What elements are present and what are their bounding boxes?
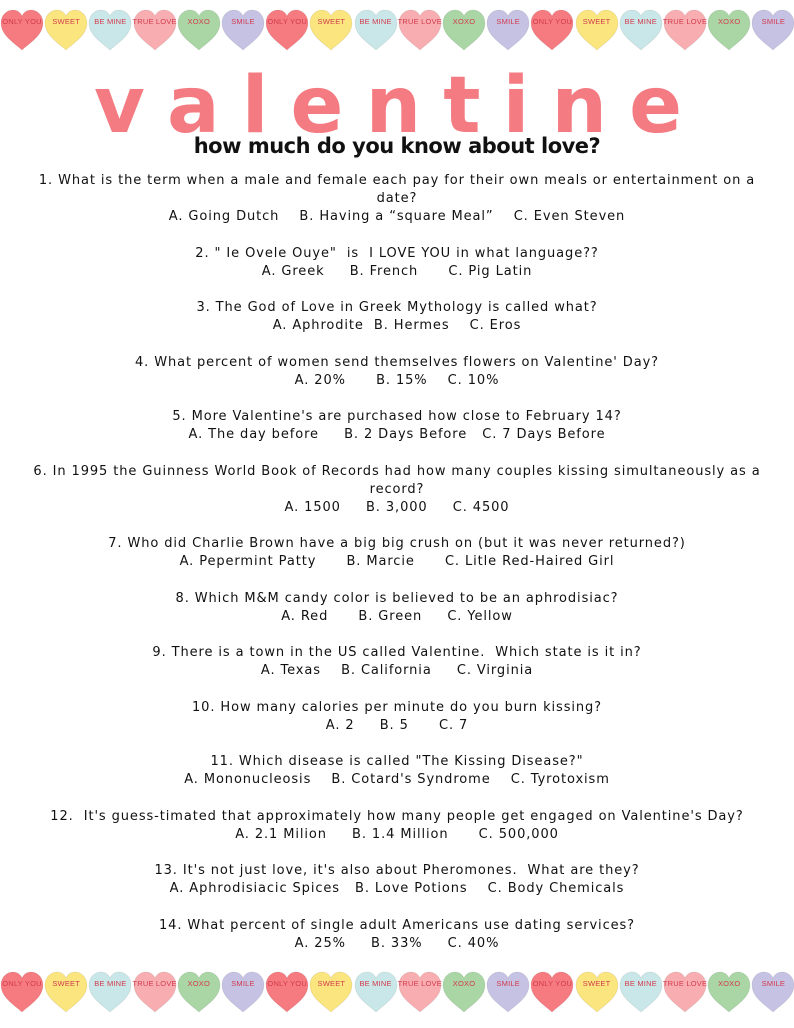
heart-icon <box>353 970 399 1016</box>
heart-icon <box>529 970 575 1016</box>
heart-icon <box>662 8 708 54</box>
heart-label: ONLY YOU <box>2 17 42 26</box>
question-text: 4. What percent of women send themselves flowers on Valentine' Day? <box>135 354 659 370</box>
answer-options: A. Texas B. California C. Virginia <box>260 663 534 678</box>
answer-options: A. 2 B. 5 C. 7 <box>325 717 469 733</box>
heart-icon <box>220 8 266 54</box>
top-candy-heart <box>750 8 794 54</box>
bottom-candy-heart <box>87 970 133 1016</box>
bottom-candy-heart <box>706 970 752 1016</box>
bottom-heart-border <box>0 970 794 1016</box>
heart-icon <box>132 8 178 54</box>
heart-icon <box>87 8 133 54</box>
bottom-candy-heart <box>308 970 354 1016</box>
top-candy-heart <box>43 8 89 54</box>
top-heart-border <box>0 8 794 54</box>
heart-icon <box>43 8 89 54</box>
heart-icon <box>397 970 443 1016</box>
heart-icon <box>353 8 399 54</box>
heart-label: TRUE LOVE <box>132 979 177 988</box>
bottom-candy-heart <box>132 970 178 1016</box>
heart-icon <box>441 970 487 1016</box>
heart-label: ONLY YOU <box>267 17 307 26</box>
heart-label: SMILE <box>231 17 255 26</box>
question-text: 13. It's not just love, it's also about Pheromones. What are they? <box>154 863 640 878</box>
heart-label: XOXO <box>187 979 211 988</box>
heart-label: ONLY YOU <box>267 979 307 988</box>
heart-label: SWEET <box>317 17 346 26</box>
heart-label: BE MINE <box>624 17 657 26</box>
question-item <box>24 463 770 517</box>
heart-label: SWEET <box>582 979 611 988</box>
answer-options: A. Aphrodisiacic Spices B. Love Potions C. Body Chemicals <box>169 881 625 896</box>
heart-icon <box>574 8 620 54</box>
question-item <box>24 590 770 626</box>
heart-label: SWEET <box>52 979 81 988</box>
heart-label: SWEET <box>317 979 346 988</box>
heart-icon <box>0 8 45 54</box>
top-candy-heart <box>706 8 752 54</box>
bottom-candy-heart <box>0 970 45 1016</box>
heart-icon <box>750 970 794 1016</box>
heart-icon <box>176 970 222 1016</box>
question-text: 12. It's guess-timated that approximately how many people get engaged on Valentine's Day? <box>50 808 744 824</box>
bottom-candy-heart <box>529 970 575 1016</box>
top-candy-heart <box>220 8 266 54</box>
answer-options: A. 20% B. 15% C. 10% <box>294 372 500 388</box>
heart-label: SMILE <box>761 979 786 988</box>
heart-label: ONLY YOU <box>532 17 573 26</box>
bottom-candy-heart <box>441 970 487 1016</box>
heart-icon <box>264 970 310 1016</box>
question-item <box>24 862 770 898</box>
bottom-candy-heart <box>618 970 664 1016</box>
heart-label: SMILE <box>496 979 520 988</box>
answer-options: A. Going Dutch B. Having a “square Meal” C. Even Steven <box>168 209 626 224</box>
answer-options: A. Red B. Green C. Yellow <box>281 608 513 624</box>
bottom-candy-heart <box>397 970 443 1016</box>
top-candy-heart <box>529 8 575 54</box>
heart-icon <box>176 8 222 54</box>
heart-icon <box>485 8 531 54</box>
answer-options: A. 25% B. 33% C. 40% <box>294 935 500 951</box>
heart-label: SMILE <box>231 979 255 988</box>
heart-label: SWEET <box>582 17 611 26</box>
heart-icon <box>43 970 89 1016</box>
heart-icon <box>0 970 45 1016</box>
heart-label: TRUE LOVE <box>397 17 442 26</box>
heart-label: XOXO <box>452 979 476 988</box>
question-text: 10. How many calories per minute do you burn kissing? <box>192 699 602 715</box>
heart-icon <box>618 970 664 1016</box>
bottom-candy-heart <box>353 970 399 1016</box>
bottom-candy-heart <box>485 970 531 1016</box>
bottom-candy-heart <box>264 970 310 1016</box>
question-text: 5. More Valentine's are purchased how close to February 14? <box>172 409 622 424</box>
heart-icon <box>662 970 708 1016</box>
heart-label: SMILE <box>761 17 786 26</box>
question-item <box>24 644 770 680</box>
heart-icon <box>397 8 443 54</box>
top-candy-heart <box>662 8 708 54</box>
question-item <box>24 535 770 571</box>
answer-options: A. Mononucleosis B. Cotard's Syndrome C. Tyrotoxism <box>184 772 610 787</box>
heart-label: TRUE LOVE <box>397 979 442 988</box>
answer-options: A. Greek B. French C. Pig Latin <box>261 263 533 279</box>
question-text: 14. What percent of single adult Americans use dating services? <box>158 917 635 933</box>
heart-icon <box>574 970 620 1016</box>
heart-icon <box>220 970 266 1016</box>
top-candy-heart <box>485 8 531 54</box>
heart-label: SWEET <box>52 17 81 26</box>
heart-icon <box>264 8 310 54</box>
heart-icon <box>87 970 133 1016</box>
heart-icon <box>706 8 752 54</box>
top-candy-heart <box>87 8 133 54</box>
top-candy-heart <box>397 8 443 54</box>
answer-options: A. Pepermint Patty B. Marcie C. Litle Red-Haired Girl <box>179 554 615 569</box>
top-candy-heart <box>353 8 399 54</box>
heart-label: XOXO <box>717 17 741 26</box>
answer-options: A. The day before B. 2 Days Before C. 7 Days Before <box>188 427 606 442</box>
top-candy-heart <box>308 8 354 54</box>
top-candy-heart <box>132 8 178 54</box>
top-candy-heart <box>618 8 664 54</box>
question-item <box>24 172 770 226</box>
heart-icon <box>618 8 664 54</box>
question-text: 7. Who did Charlie Brown have a big big crush on (but it was never returned?) <box>108 536 686 551</box>
question-item <box>24 699 770 735</box>
top-candy-heart <box>264 8 310 54</box>
question-text: 9. There is a town in the US called Valentine. Which state is it in? <box>152 645 642 660</box>
answer-options: A. 2.1 Milion B. 1.4 Million C. 500,000 <box>235 826 559 842</box>
heart-icon <box>706 970 752 1016</box>
top-candy-heart <box>574 8 620 54</box>
heart-label: XOXO <box>187 17 211 26</box>
heart-label: BE MINE <box>624 979 657 988</box>
answer-options: A. 1500 B. 3,000 C. 4500 <box>284 499 510 515</box>
bottom-candy-heart <box>574 970 620 1016</box>
question-list <box>24 172 770 971</box>
bottom-candy-heart <box>662 970 708 1016</box>
question-item <box>24 299 770 335</box>
bottom-candy-heart <box>43 970 89 1016</box>
heart-label: BE MINE <box>359 979 392 988</box>
question-text: 8. Which M&M candy color is believed to be an aphrodisiac? <box>175 590 619 606</box>
question-item <box>24 354 770 390</box>
heart-label: XOXO <box>717 979 741 988</box>
heart-icon <box>750 8 794 54</box>
question-text: 6. In 1995 the Guinness World Book of Records had how many couples kissing simultaneously as a record? <box>33 463 761 497</box>
bottom-candy-heart <box>176 970 222 1016</box>
heart-label: XOXO <box>452 17 476 26</box>
question-text: 11. Which disease is called "The Kissing Disease?" <box>210 754 584 769</box>
question-item <box>24 808 770 844</box>
question-item <box>24 753 770 789</box>
answer-options: A. Aphrodite B. Hermes C. Eros <box>272 318 522 333</box>
heart-label: BE MINE <box>94 17 127 26</box>
heart-icon <box>308 8 354 54</box>
heart-icon <box>485 970 531 1016</box>
subtitle: how much do you know about love? <box>193 134 601 158</box>
heart-icon <box>441 8 487 54</box>
heart-icon <box>132 970 178 1016</box>
top-candy-heart <box>176 8 222 54</box>
heart-icon <box>308 970 354 1016</box>
title-letter: valentine <box>94 61 700 148</box>
question-item <box>24 245 770 281</box>
bottom-candy-heart <box>750 970 794 1016</box>
heart-icon <box>529 8 575 54</box>
question-item <box>24 917 770 953</box>
heart-label: BE MINE <box>359 17 392 26</box>
heart-label: TRUE LOVE <box>662 17 708 26</box>
heart-label: SMILE <box>496 17 520 26</box>
question-text: 2. " Ie Ovele Ouye" is I LOVE YOU in what language?? <box>195 245 599 261</box>
question-item <box>24 408 770 444</box>
top-candy-heart <box>0 8 45 54</box>
bottom-candy-heart <box>220 970 266 1016</box>
heart-label: ONLY YOU <box>532 979 573 988</box>
heart-label: TRUE LOVE <box>662 979 708 988</box>
question-text: 1. What is the term when a male and female each pay for their own meals or entertainment on a date? <box>38 173 756 206</box>
heart-label: TRUE LOVE <box>132 17 177 26</box>
heart-label: BE MINE <box>94 979 127 988</box>
top-candy-heart <box>441 8 487 54</box>
question-text: 3. The God of Love in Greek Mythology is called what? <box>196 300 598 315</box>
heart-label: ONLY YOU <box>2 979 42 988</box>
